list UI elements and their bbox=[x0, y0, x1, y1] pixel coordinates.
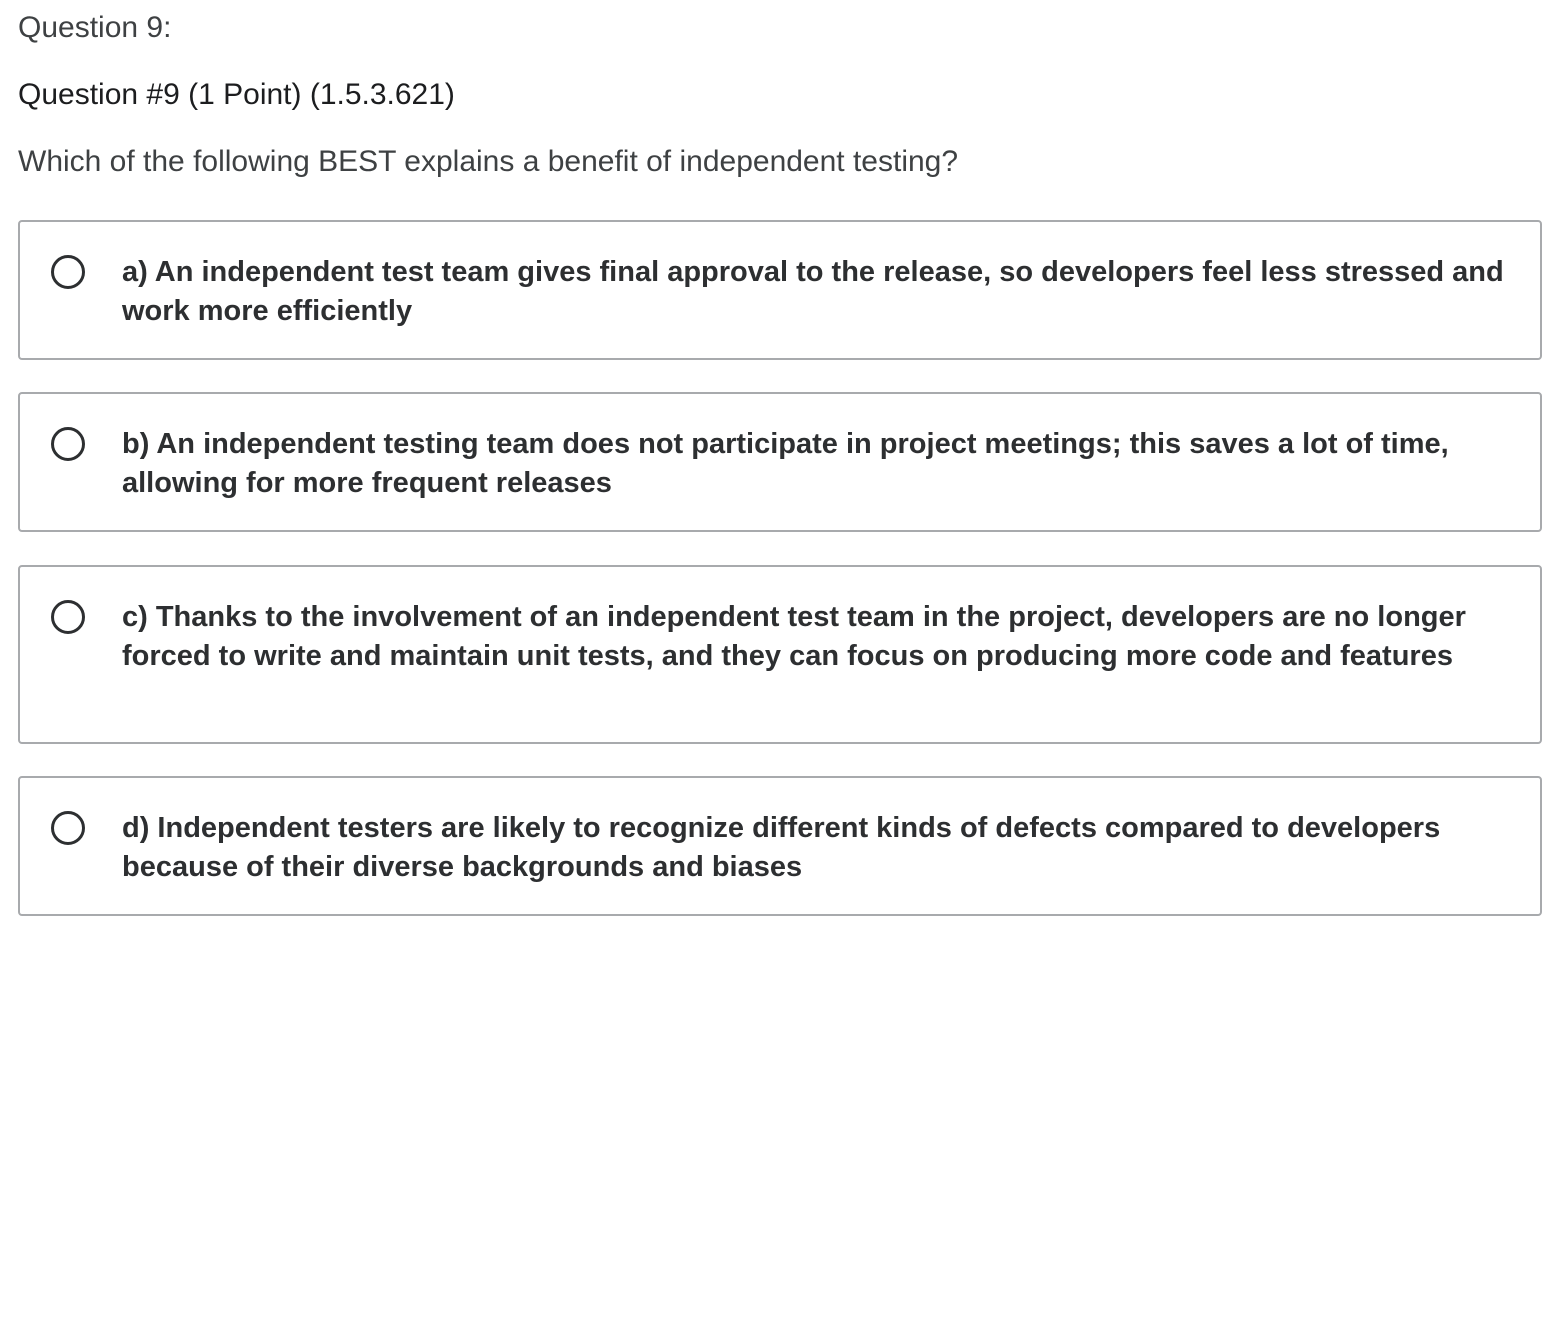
question-meta: Question #9 (1 Point) (1.5.3.621) bbox=[18, 78, 455, 111]
answer-option-d[interactable] bbox=[18, 776, 1542, 916]
answer-option-label: c) Thanks to the involvement of an independent test team in the project, developers are no longer forced to write and maintain unit tests, and they can focus on producing more code and features bbox=[122, 601, 1466, 672]
radio-unselected-icon[interactable] bbox=[51, 255, 85, 289]
answer-option-c[interactable] bbox=[18, 565, 1542, 744]
answer-option-label: d) Independent testers are likely to recognize different kinds of defects compared to developers because of their diverse backgrounds and biases bbox=[122, 812, 1441, 883]
question-header: Question 9: bbox=[18, 11, 172, 44]
answer-option-label: b) An independent testing team does not participate in project meetings; this saves a lot of time, allowing for more frequent releases bbox=[122, 428, 1449, 499]
radio-unselected-icon[interactable] bbox=[51, 811, 85, 845]
radio-unselected-icon[interactable] bbox=[51, 600, 85, 634]
answer-option-label: a) An independent test team gives final approval to the release, so developers feel less stressed and work more efficiently bbox=[122, 256, 1504, 327]
answer-option-a[interactable] bbox=[18, 220, 1542, 360]
answer-option-b[interactable] bbox=[18, 392, 1542, 532]
question-prompt: Which of the following BEST explains a benefit of independent testing? bbox=[18, 145, 959, 178]
radio-unselected-icon[interactable] bbox=[51, 427, 85, 461]
